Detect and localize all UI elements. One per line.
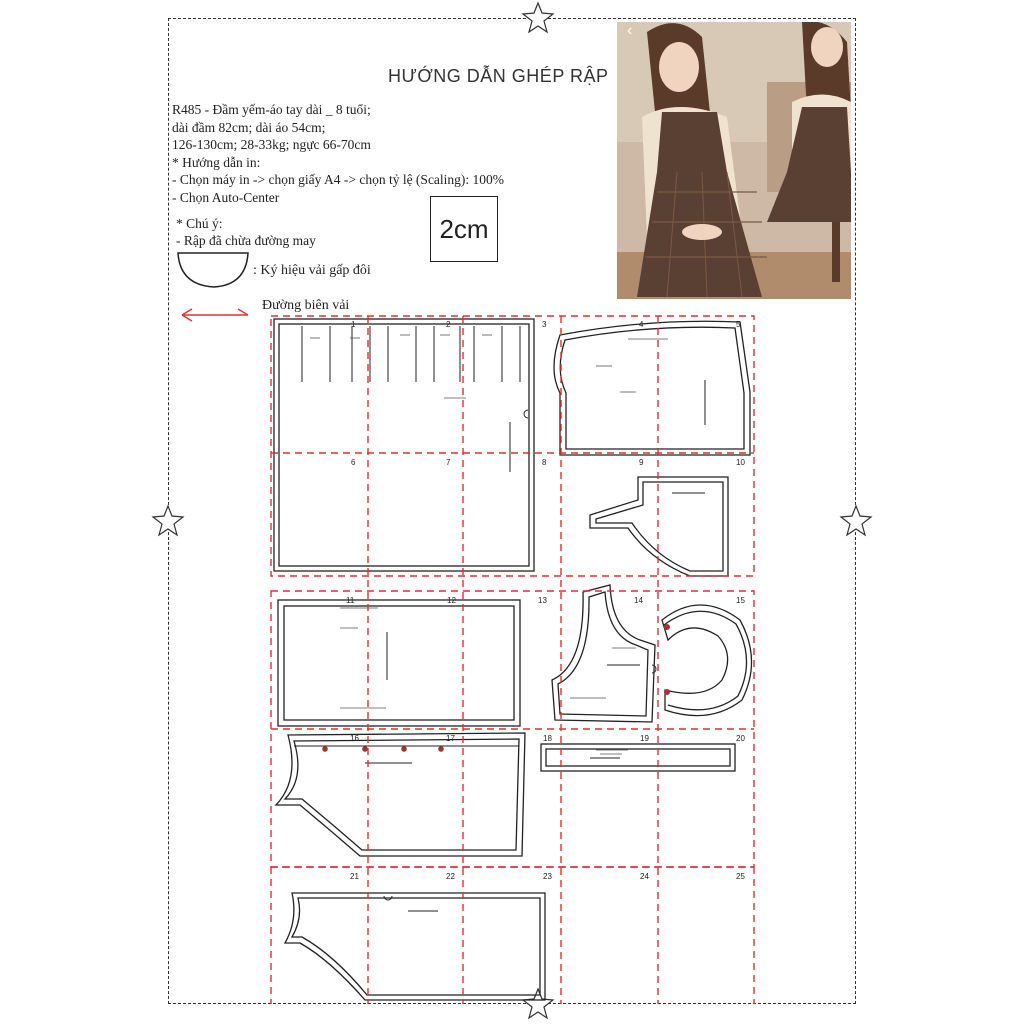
note-line: - Rập đã chừa đường may (176, 233, 316, 248)
cell-number: 4 (639, 320, 644, 329)
cell-number: 3 (542, 320, 547, 329)
info-line: * Hướng dẫn in: (172, 154, 261, 170)
cell-number: 2 (446, 320, 451, 329)
info-line: - Chọn máy in -> chọn giấy A4 -> chọn tỷ lệ (Scaling): 100% (172, 172, 505, 187)
band-piece (541, 744, 735, 771)
info-line: - Chọn Auto-Center (172, 189, 280, 205)
cell-number: 23 (543, 872, 552, 881)
skirt-piece (274, 319, 534, 571)
cell-number: 17 (446, 734, 455, 743)
selvage-label: Đường biên vải (262, 298, 350, 313)
info-line: dài đầm 82cm; dài áo 54cm; (172, 119, 326, 135)
cell-number: 11 (346, 596, 355, 605)
page-title: HƯỚNG DẪN GHÉP RẬP (388, 66, 609, 86)
panel-piece (278, 600, 520, 726)
scale-reference-box: 2cm (430, 196, 498, 262)
cell-number: 12 (447, 596, 456, 605)
strap-piece (552, 585, 655, 722)
back-chevron-icon[interactable]: ‹ (627, 22, 633, 39)
cell-number: 10 (736, 458, 745, 467)
cell-number: 8 (542, 458, 547, 467)
blouse-back-piece (285, 893, 545, 1000)
pattern-pieces (274, 319, 752, 1000)
cell-number: 18 (543, 734, 552, 743)
cell-number: 13 (538, 596, 547, 605)
print-grid (271, 316, 754, 1004)
info-line: R485 - Đầm yếm-áo tay dài _ 8 tuổi; (172, 102, 371, 117)
cell-number: 20 (736, 734, 745, 743)
collar-piece (662, 605, 752, 716)
info-line: 126-130cm; 28-33kg; ngực 66-70cm (172, 137, 371, 152)
note-line: * Chú ý: (176, 216, 223, 231)
cell-number: 19 (640, 734, 649, 743)
back-bodice-piece (590, 477, 728, 576)
cell-number: 25 (736, 872, 745, 881)
bodice-piece (554, 321, 750, 455)
cell-number: 14 (634, 596, 643, 605)
cell-number: 6 (351, 458, 356, 467)
cell-number: 7 (446, 458, 451, 467)
cell-number: 22 (446, 872, 455, 881)
blouse-front-piece (276, 733, 525, 856)
skirt-piece-inner (279, 324, 529, 566)
cell-number: 5 (736, 320, 741, 329)
cell-number: 9 (639, 458, 644, 467)
cell-number: 24 (640, 872, 649, 881)
cell-number: 21 (350, 872, 359, 881)
cell-number: 16 (350, 734, 359, 743)
cell-number: 1 (351, 320, 356, 329)
fold-symbol-label: : Ký hiệu vải gấp đôi (253, 263, 371, 278)
cell-number: 15 (736, 596, 745, 605)
